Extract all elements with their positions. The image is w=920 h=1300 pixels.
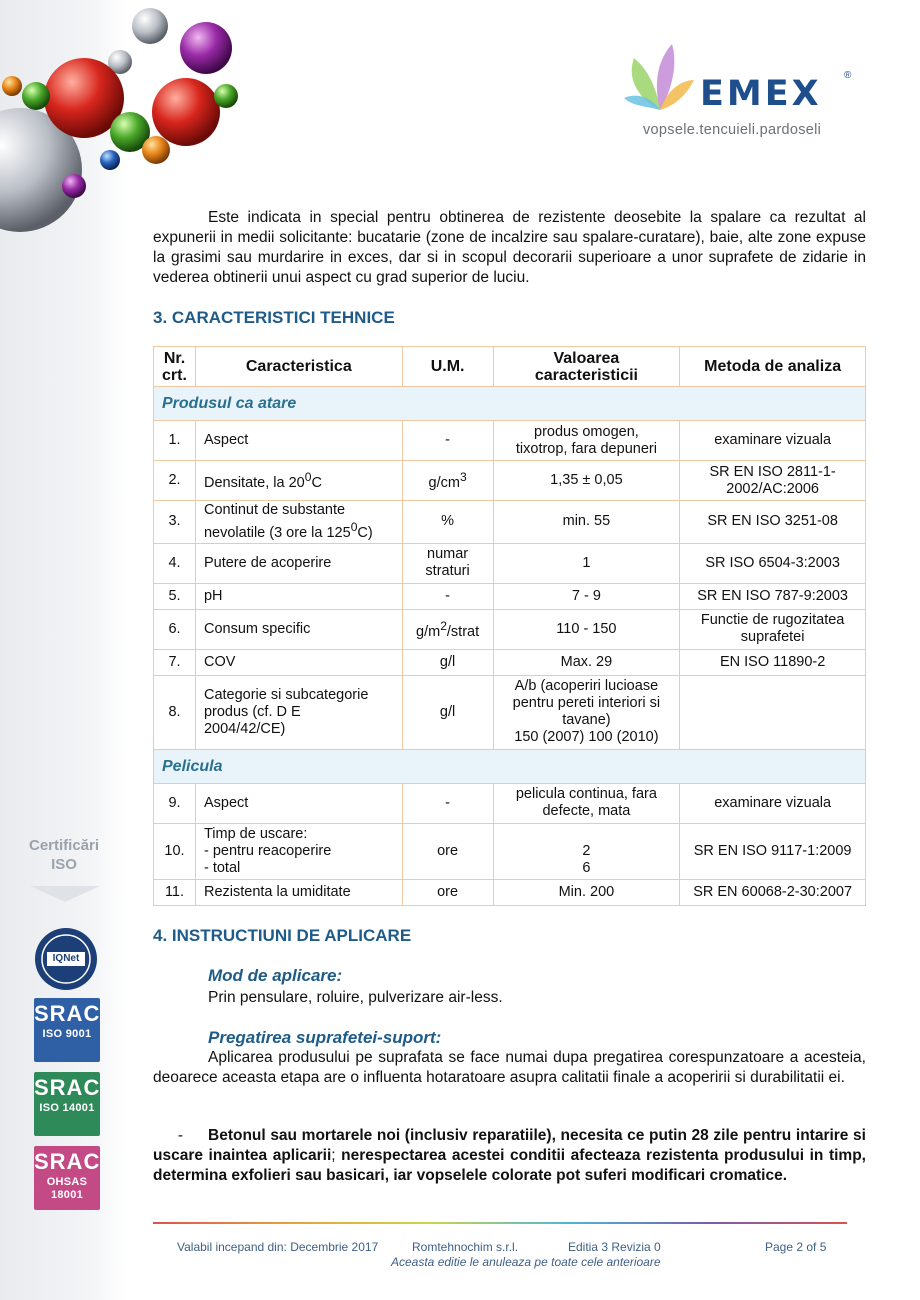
header-metoda: Metoda de analiza	[680, 347, 866, 387]
table-row: 1. Aspect - produs omogen, tixotrop, fara depuneri examinare vizuala	[154, 421, 866, 461]
group-row-pelicula	[154, 749, 866, 783]
footer-note: Aceasta editie le anuleaza pe toate cele anterioare	[391, 1255, 661, 1269]
table-row: 10. Timp de uscare: - pentru reacoperire - total ore 2 6 SR EN ISO 9117-1:2009	[154, 823, 866, 879]
table-row: 8. Categorie si subcategorie produs (cf. D E 2004/42/CE) g/l A/b (acoperiri lucioase pentru pereti interiori si tavane) 150 (2007) 100 (2010)	[154, 675, 866, 749]
butterfly-icon	[620, 40, 700, 120]
badge-code: SRAC	[34, 1001, 101, 1026]
footer-company: Romtehnochim s.r.l.	[412, 1240, 519, 1254]
bullet-dash: -	[177, 1127, 184, 1144]
table-row: 5. pH - 7 - 9 SR EN ISO 787-9:2003	[154, 583, 866, 609]
table-row: 4. Putere de acoperire numar straturi 1 SR ISO 6504-3:2003	[154, 543, 866, 583]
beton-bullet: - Betonul sau mortarele noi (inclusiv reparatiile), necesita ce putin 28 zile pentru intarire si uscare inaintea aplicarii; nerespectarea acestei conditii afecteaza rezistenta produsului in timp, determina exfolieri sau basicari, iar vopselele colorate pot suferi modificari cromatice.	[153, 1127, 866, 1184]
group-row-produsul	[154, 387, 866, 421]
badge-standard: ISO 9001	[42, 1028, 92, 1040]
group-label: Produsul ca atare	[154, 387, 866, 421]
footer-divider	[153, 1222, 847, 1224]
badge-standard: OHSAS 18001	[46, 1176, 88, 1201]
mod-aplicare-title: Mod de aplicare:	[208, 966, 343, 985]
footer-valid: Valabil incepand din: Decembrie 2017	[177, 1240, 379, 1254]
table-row: 2. Densitate, la $20^0C$ $g/cm^3$ 1,35 ± 0,05 SR EN ISO 2811-1- 2002/AC:2006	[154, 461, 866, 501]
chevron-down-icon	[30, 884, 100, 904]
cert-title-line2: ISO	[51, 856, 77, 873]
header-um: U.M.	[402, 347, 493, 387]
section3-title: 3. CARACTERISTICI TEHNICE	[153, 308, 395, 327]
section4-title: 4. INSTRUCTIUNI DE APLICARE	[153, 926, 412, 945]
cert-title-line1: Certificări	[28, 837, 100, 854]
table-row: 9. Aspect - pelicula continua, fara defecte, mata examinare vizuala	[154, 783, 866, 823]
pregatire-title: Pregatirea suprafetei-suport:	[208, 1028, 442, 1047]
header-valoare: Valoarea caracteristicii	[493, 347, 680, 387]
iqnet-label: IQNet	[52, 953, 80, 964]
brand-tagline: vopsele.tencuieli.pardoseli	[643, 122, 822, 138]
certifications-title	[14, 836, 114, 874]
footer-page: Page 2 of 5	[765, 1240, 827, 1254]
footer-edition: Editia 3 Revizia 0	[568, 1240, 661, 1254]
iqnet-badge	[33, 926, 99, 992]
group-label: Pelicula	[154, 749, 866, 783]
badge-code: SRAC	[34, 1075, 101, 1100]
emex-logo	[620, 40, 860, 144]
table-row: 7. COV g/l Max. 29 EN ISO 11890-2	[154, 649, 866, 675]
srac-ohsas18001-badge	[34, 1146, 100, 1210]
decorative-spheres-icon	[0, 0, 260, 240]
badge-standard: ISO 14001	[39, 1102, 95, 1114]
registered-mark: ®	[844, 70, 852, 81]
brand-name: EMEX	[700, 74, 822, 114]
header-nr: Nr. crt.	[154, 347, 196, 387]
header-caracteristica: Caracteristica	[195, 347, 402, 387]
intro-paragraph: Este indicata in special pentru obtinerea de rezistente deosebite la spalare ca rezultat al expunerii in medii solicitante: bucatarie (zone de incalzire sau spalare-curatare), baie, alte zone expuse la grasimi sau murdarire in exces, dar si in scopul decorarii superioare a unor suprafete de zidarie in vederea obtinerii unui aspect cu grad superior de luciu.	[153, 209, 866, 286]
table-header-row	[154, 347, 866, 387]
badge-code: SRAC	[34, 1149, 101, 1174]
pregatire-text: Aplicarea produsului pe suprafata se face numai dupa pregatirea corespunzatoare a acesteia, deoarece aceasta etapa are o influenta hotaratoare asupra calitatii finale a acoperirii si durabilitatii ei.	[153, 1049, 866, 1086]
srac-iso14001-badge	[34, 1072, 100, 1136]
mod-aplicare-text: Prin pensulare, roluire, pulverizare air-less.	[208, 989, 503, 1006]
table-row: 6. Consum specific $g/m^2$/strat 110 - 150 Functie de rugozitatea suprafetei	[154, 609, 866, 649]
srac-iso9001-badge	[34, 998, 100, 1062]
table-row: 11. Rezistenta la umiditate ore Min. 200 SR EN 60068-2-30:2007	[154, 879, 866, 905]
technical-characteristics-table	[153, 346, 866, 906]
table-row: 3. Continut de substante nevolatile (3 ore la $125^0C$) % min. 55 SR EN ISO 3251-08	[154, 501, 866, 544]
main-content	[153, 208, 866, 1184]
